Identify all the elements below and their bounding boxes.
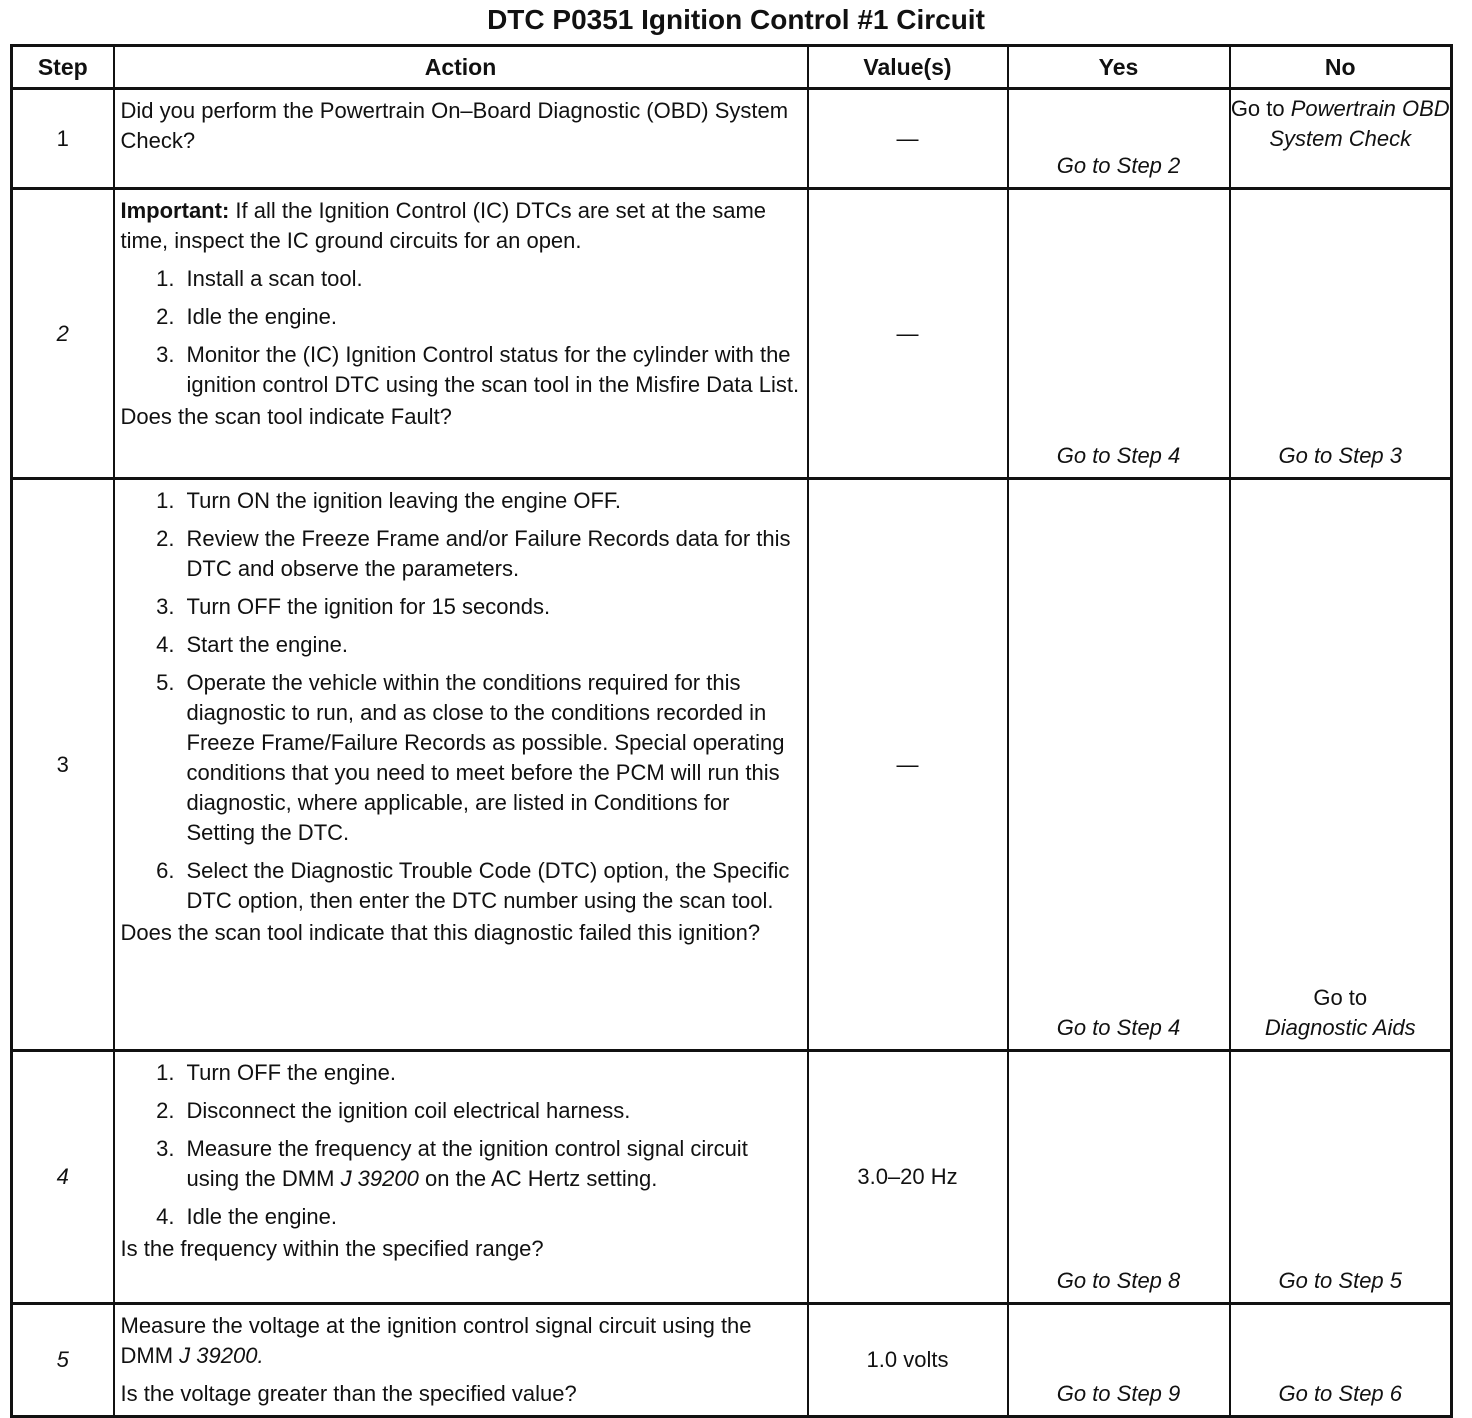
list-item: 1. Turn OFF the engine. <box>156 1060 397 1085</box>
header-yes: Yes <box>1008 46 1230 89</box>
list-item-text: Idle the engine. <box>186 304 337 329</box>
list-item-text: Turn OFF the engine. <box>186 1060 397 1085</box>
page-title: DTC P0351 Ignition Control #1 Circuit <box>487 4 985 35</box>
list-item-text: Idle the engine. <box>186 1204 337 1229</box>
step-number: 2 <box>12 189 114 479</box>
no-cell: Go to Step 3 <box>1230 189 1452 479</box>
action-question: Does the scan tool indicate Fault? <box>120 404 452 429</box>
important-label: Important: <box>120 198 230 223</box>
list-item-text: Monitor the (IC) Ignition Control status for the cylinder with the ignition control DTC using the scan tool in the Misfire Data List. <box>186 342 800 397</box>
table-row-step-3 <box>12 479 1452 1051</box>
value-cell: — <box>808 189 1008 479</box>
value-cell: 1.0 volts <box>808 1304 1008 1417</box>
value-cell: — <box>808 89 1008 189</box>
list-item-text: Disconnect the ignition coil electrical harness. <box>186 1098 631 1123</box>
list-item: 1. Turn ON the ignition leaving the engine OFF. <box>156 488 622 513</box>
table-row-step-4 <box>12 1051 1452 1304</box>
step-list <box>121 264 803 400</box>
value-cell: 3.0–20 Hz <box>808 1051 1008 1304</box>
list-item: 3. Measure the frequency at the ignition control signal circuit using the DMM J 39200 on the AC Hertz setting. <box>156 1136 748 1191</box>
list-item-text: Select the Diagnostic Trouble Code (DTC) option, the Specific DTC option, then enter the DTC number using the scan tool. <box>186 858 790 913</box>
yes-cell: Go to Step 4 <box>1008 189 1230 479</box>
yes-cell: Go to Step 2 <box>1008 89 1230 189</box>
action-question: Is the frequency within the specified range? <box>120 1236 544 1261</box>
step-number: 5 <box>12 1304 114 1417</box>
table-row-step-2 <box>12 189 1452 479</box>
table-row-step-5 <box>12 1304 1452 1417</box>
action-cell <box>114 1304 808 1417</box>
no-prefix: Go to <box>1230 96 1291 121</box>
yes-cell: Go to Step 4 <box>1008 479 1230 1051</box>
list-item: 1. Install a scan tool. <box>156 266 363 291</box>
no-link: Powertrain OBD System Check <box>1269 96 1450 151</box>
list-item: 2. Review the Freeze Frame and/or Failure Records data for this DTC and observe the parameters. <box>156 526 791 581</box>
action-question: Did you perform the Powertrain On–Board Diagnostic (OBD) System Check? <box>120 98 789 153</box>
header-row <box>12 46 1452 89</box>
list-item: 2. Disconnect the ignition coil electrical harness. <box>156 1098 631 1123</box>
no-cell <box>1230 479 1452 1051</box>
list-item-text: Turn ON the ignition leaving the engine OFF. <box>186 488 622 513</box>
tool-reference: J 39200 <box>340 1166 419 1191</box>
no-cell: Go to Step 6 <box>1230 1304 1452 1417</box>
list-item-text: Review the Freeze Frame and/or Failure Records data for this DTC and observe the parameters. <box>186 526 791 581</box>
no-prefix: Go to <box>1313 985 1368 1010</box>
yes-cell: Go to Step 8 <box>1008 1051 1230 1304</box>
action-text-main: Measure the voltage at the ignition control signal circuit using the DMM <box>120 1313 752 1368</box>
list-item: 5. Operate the vehicle within the conditions required for this diagnostic to run, and as close to the conditions recorded in Freeze Frame/Failure Records as possible. Special operating conditions that you need to meet before the PCM will run this diagnostic, where applicable, are listed in Conditions for Setting the DTC. <box>156 670 785 845</box>
list-item: 3. Turn OFF the ignition for 15 seconds. <box>156 594 551 619</box>
table-row-step-1 <box>12 89 1452 189</box>
important-text: If all the Ignition Control (IC) DTCs are set at the same time, inspect the IC ground circuits for an open. <box>120 198 767 253</box>
step-list <box>121 1058 803 1232</box>
important-note <box>121 196 803 256</box>
no-cell <box>1230 89 1452 189</box>
list-item-text: on the AC Hertz setting. <box>418 1166 658 1191</box>
no-cell: Go to Step 5 <box>1230 1051 1452 1304</box>
list-item-text: Measure the frequency at the ignition control signal circuit using the DMM <box>186 1136 748 1191</box>
list-item-text: Start the engine. <box>186 632 348 657</box>
header-step: Step <box>12 46 114 89</box>
action-cell <box>114 479 808 1051</box>
step-number: 1 <box>12 89 114 189</box>
no-link: Diagnostic Aids <box>1264 1015 1416 1040</box>
header-action: Action <box>114 46 808 89</box>
action-question: Is the voltage greater than the specified value? <box>120 1381 577 1406</box>
list-item: 4. Start the engine. <box>156 632 348 657</box>
yes-cell: Go to Step 9 <box>1008 1304 1230 1417</box>
tool-reference: J 39200. <box>179 1343 264 1368</box>
value-cell: — <box>808 479 1008 1051</box>
list-item: 3. Monitor the (IC) Ignition Control status for the cylinder with the ignition control DTC using the scan tool in the Misfire Data List. <box>156 342 800 397</box>
list-item-text: Install a scan tool. <box>186 266 363 291</box>
header-no: No <box>1230 46 1452 89</box>
action-question: Does the scan tool indicate that this diagnostic failed this ignition? <box>120 920 761 945</box>
list-item: 6. Select the Diagnostic Trouble Code (DTC) option, the Specific DTC option, then enter the DTC number using the scan tool. <box>156 858 790 913</box>
action-cell <box>114 89 808 189</box>
step-number: 4 <box>12 1051 114 1304</box>
list-item-text: Turn OFF the ignition for 15 seconds. <box>186 594 551 619</box>
action-cell <box>114 189 808 479</box>
action-text <box>121 1311 803 1371</box>
list-item-text: Operate the vehicle within the conditions required for this diagnostic to run, and as close to the conditions recorded in Freeze Frame/Failure Records as possible. Special operating conditions that you need to meet before the PCM will run this diagnostic, where applicable, are listed in Conditions for Setting the DTC. <box>186 670 785 845</box>
step-number: 3 <box>12 479 114 1051</box>
header-values: Value(s) <box>808 46 1008 89</box>
list-item: 4. Idle the engine. <box>156 1204 337 1229</box>
step-list <box>121 486 803 916</box>
list-item: 2. Idle the engine. <box>156 304 337 329</box>
diagnostic-table <box>10 44 1453 1418</box>
action-cell <box>114 1051 808 1304</box>
